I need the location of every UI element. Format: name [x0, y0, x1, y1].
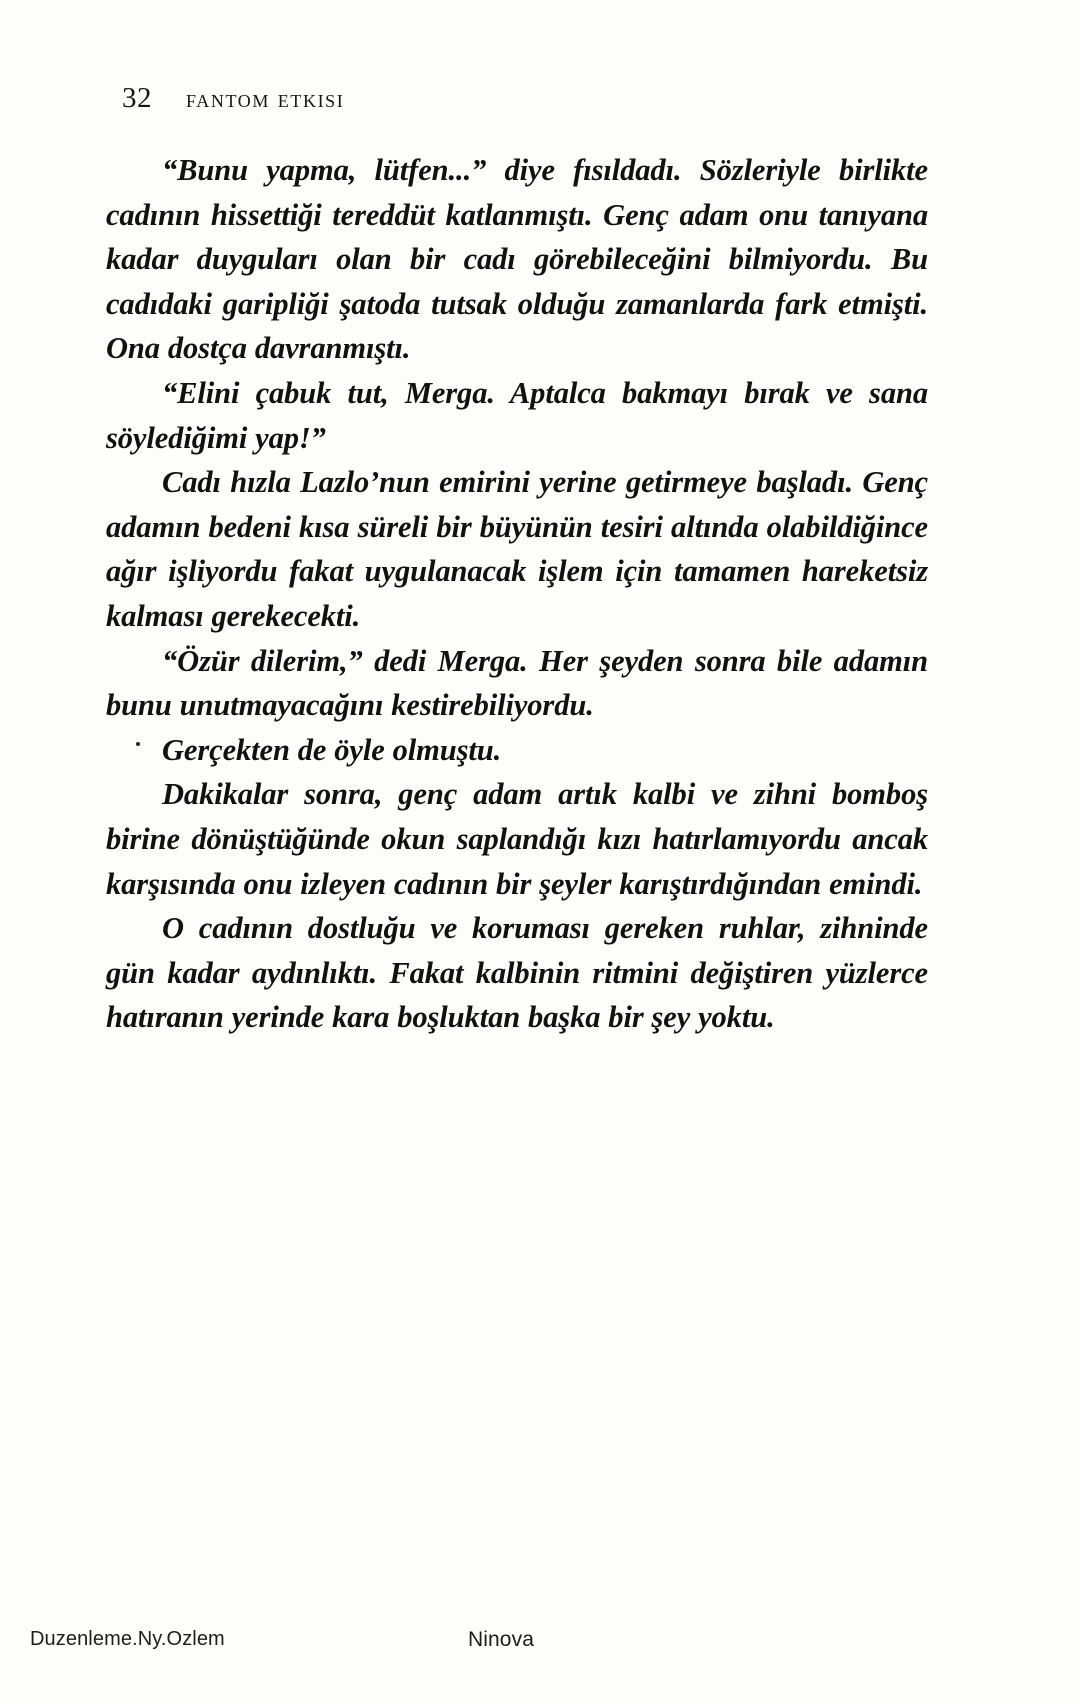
running-head — [122, 82, 344, 115]
page-number: 32 — [122, 82, 152, 114]
paragraph: Dakikalar sonra, genç adam artık kalbi ve zihni bomboş birine dönüştüğünde okun saplandığı kızı hatırlamıyordu ancak karşısında onu izleyen cadının bir şeyler karıştırdığından emindi. — [106, 777, 928, 901]
publisher-watermark: Ninova — [468, 1628, 534, 1651]
paragraph: Gerçekten de öyle olmuştu. — [162, 732, 502, 767]
page-footer — [0, 1628, 1080, 1668]
running-title: fantom etkisi — [186, 86, 345, 113]
paragraph: Cadı hızla Lazlo’nun emirini yerine getirmeye başladı. Genç adamın bedeni kısa süreli bir büyünün tesiri altında olabildiğince ağır işliyordu fakat uygulanacak işlem için tamamen hareketsiz kalması gerekecekti. — [106, 465, 928, 633]
paragraph-with-ink-speck — [106, 728, 928, 773]
paragraph: “Bunu yapma, lütfen...” diye fısıldadı. Sözleriyle birlikte cadının hissettiği tereddüt katlanmıştı. Genç adam onu tanıyana kadar duyguları olan bir cadı görebileceğini bilmiyordu. Bu cadıdaki garipliği şatoda tutsak olduğu zamanlarda fark etmişti. Ona dostça davranmıştı. — [106, 153, 928, 366]
body-text-block — [106, 148, 928, 1040]
paragraph: O cadının dostluğu ve koruması gereken ruhlar, zihninde gün kadar aydınlıktı. Fakat kalbinin ritmini değiştiren yüzlerce hatıranın yerinde kara boşluktan başka bir şey yoktu. — [106, 911, 928, 1035]
paragraph: “Özür dilerim,” dedi Merga. Her şeyden sonra bile adamın bunu unutmayacağını kestirebiliyordu. — [106, 643, 928, 723]
editor-watermark: Duzenleme.Ny.Ozlem — [30, 1628, 225, 1650]
ink-speck-icon — [136, 742, 140, 746]
paragraph: “Elini çabuk tut, Merga. Aptalca bakmayı bırak ve sana söylediğimi yap!” — [106, 375, 928, 455]
